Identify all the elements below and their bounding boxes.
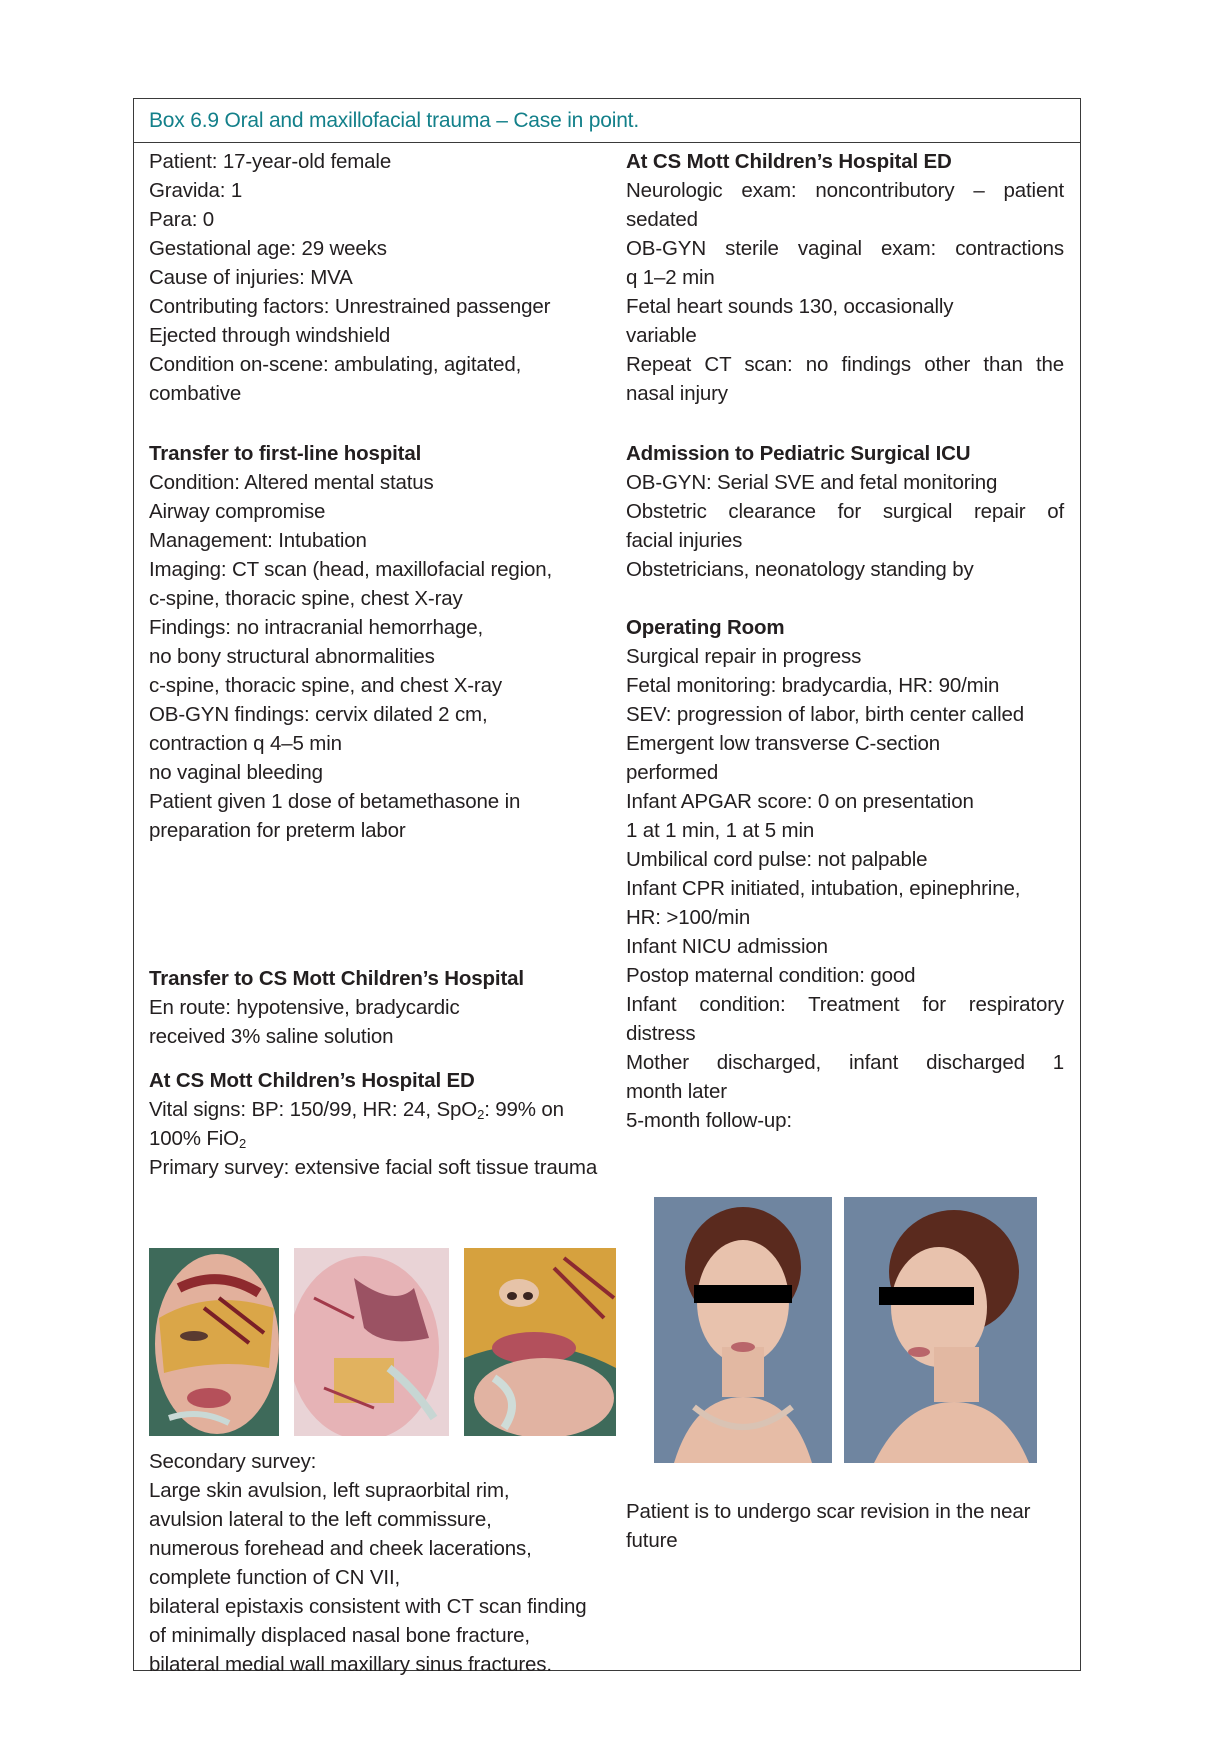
intro-line: Condition on-scene: ambulating, agitated,: [149, 353, 522, 376]
section-line: HR: >100/min: [626, 906, 751, 929]
icu-section: [626, 439, 1064, 584]
follow-up-photo-front: [654, 1197, 832, 1463]
caption-line: Patient is to undergo scar revision in the near: [626, 1500, 1031, 1523]
subscript: 2: [477, 1107, 485, 1122]
section-line: no vaginal bleeding: [149, 761, 323, 784]
caption-line: future: [626, 1529, 678, 1552]
section-line: 5-month follow-up:: [626, 1109, 792, 1132]
patient-intro: [149, 147, 550, 408]
section-line: contraction q 4–5 min: [149, 732, 342, 755]
section-line: no bony structural abnormalities: [149, 645, 435, 668]
section-line: performed: [626, 761, 719, 784]
section-line: Airway compromise: [149, 500, 326, 523]
operating-room-section: [626, 613, 1064, 1135]
section-line: Fetal heart sounds 130, occasionally: [626, 295, 954, 318]
section-line: Surgical repair in progress: [626, 645, 862, 668]
intro-line: Gestational age: 29 weeks: [149, 237, 387, 260]
intro-line: Patient: 17-year-old female: [149, 150, 392, 173]
section-line: OB-GYN findings: cervix dilated 2 cm,: [149, 703, 488, 726]
fio2-line: [149, 1124, 597, 1153]
section-line: bilateral medial wall maxillary sinus fractures.: [149, 1653, 552, 1676]
section-line: c-spine, thoracic spine, chest X-ray: [149, 587, 463, 610]
intro-line: Cause of injuries: MVA: [149, 266, 353, 289]
transfer-mott-section: [149, 964, 524, 1051]
section-line: Neurologic exam: noncontributory – patient: [626, 179, 1064, 202]
section-line: Large skin avulsion, left supraorbital rim,: [149, 1479, 510, 1502]
section-line: Imaging: CT scan (head, maxillofacial region,: [149, 558, 553, 581]
section-line: bilateral epistaxis consistent with CT scan finding: [149, 1595, 587, 1618]
section-line: En route: hypotensive, bradycardic: [149, 996, 460, 1019]
ed-exam-section: [626, 147, 1064, 408]
section-line: sedated: [626, 208, 698, 231]
section-line: nasal injury: [626, 382, 728, 405]
section-heading: Admission to Pediatric Surgical ICU: [626, 442, 971, 465]
case-box: [133, 98, 1081, 1676]
section-line: Emergent low transverse C-section: [626, 732, 941, 755]
section-line: Patient given 1 dose of betamethasone in: [149, 790, 521, 813]
intro-line: Ejected through windshield: [149, 324, 391, 347]
intro-line: combative: [149, 382, 242, 405]
section-line: Infant APGAR score: 0 on presentation: [626, 790, 974, 813]
follow-up-photo-profile: [844, 1197, 1037, 1463]
section-line: 1 at 1 min, 1 at 5 min: [626, 819, 815, 842]
section-line: variable: [626, 324, 697, 347]
section-line: q 1–2 min: [626, 266, 715, 289]
section-heading: At CS Mott Children’s Hospital ED: [626, 150, 952, 173]
section-line: Secondary survey:: [149, 1450, 317, 1473]
section-line: received 3% saline solution: [149, 1025, 394, 1048]
primary-survey-line: Primary survey: extensive facial soft tissue trauma: [149, 1156, 598, 1179]
intro-line: Contributing factors: Unrestrained passenger: [149, 295, 551, 318]
section-heading: At CS Mott Children’s Hospital ED: [149, 1069, 475, 1092]
transfer-first-line-section: [149, 439, 552, 845]
section-line: Repeat CT scan: no findings other than the: [626, 353, 1064, 376]
photo-caption: [626, 1497, 1064, 1555]
section-line: Umbilical cord pulse: not palpable: [626, 848, 928, 871]
section-line: of minimally displaced nasal bone fracture,: [149, 1624, 530, 1647]
section-line: preparation for preterm labor: [149, 819, 406, 842]
section-line: Mother discharged, infant discharged 1: [626, 1051, 1064, 1074]
subscript: 2: [238, 1136, 247, 1151]
section-line: month later: [626, 1080, 727, 1103]
vital-signs-text: Vital signs: BP: 150/99, HR: 24, SpO: [149, 1098, 478, 1121]
injury-photo-2: [294, 1248, 449, 1436]
section-line: c-spine, thoracic spine, and chest X-ray: [149, 674, 502, 697]
injury-photo-3: [464, 1248, 616, 1436]
section-line: distress: [626, 1022, 696, 1045]
section-line: Infant CPR initiated, intubation, epinephrine,: [626, 877, 1021, 900]
secondary-survey-section: [149, 1447, 587, 1679]
intro-line: Gravida: 1: [149, 179, 243, 202]
section-line: Findings: no intracranial hemorrhage,: [149, 616, 484, 639]
section-line: facial injuries: [626, 529, 743, 552]
vital-signs-text: : 99% on: [484, 1098, 564, 1121]
section-line: SEV: progression of labor, birth center called: [626, 703, 1025, 726]
section-line: Infant NICU admission: [626, 935, 828, 958]
section-line: numerous forehead and cheek lacerations,: [149, 1537, 532, 1560]
section-line: Postop maternal condition: good: [626, 964, 916, 987]
section-line: Obstetricians, neonatology standing by: [626, 558, 974, 581]
injury-photo-1: [149, 1248, 279, 1436]
section-line: Fetal monitoring: bradycardia, HR: 90/min: [626, 674, 1000, 697]
box-title: Box 6.9 Oral and maxillofacial trauma – Case in point.: [149, 108, 639, 132]
box-header: [134, 99, 1080, 143]
section-heading: Transfer to first-line hospital: [149, 442, 422, 465]
ed-vitals-section: [149, 1066, 597, 1182]
section-heading: Transfer to CS Mott Children’s Hospital: [149, 967, 524, 990]
section-line: avulsion lateral to the left commissure,: [149, 1508, 492, 1531]
section-heading: Operating Room: [626, 616, 785, 639]
section-line: Infant condition: Treatment for respiratory: [626, 993, 1064, 1016]
vital-signs-line: [149, 1095, 597, 1124]
intro-line: Para: 0: [149, 208, 215, 231]
section-line: Condition: Altered mental status: [149, 471, 434, 494]
fio2-text: 100% FiO: [149, 1127, 239, 1150]
section-line: Obstetric clearance for surgical repair of: [626, 500, 1064, 523]
section-line: Management: Intubation: [149, 529, 367, 552]
section-line: complete function of CN VII,: [149, 1566, 401, 1589]
section-line: OB-GYN: Serial SVE and fetal monitoring: [626, 471, 998, 494]
section-line: OB-GYN sterile vaginal exam: contractions: [626, 237, 1064, 260]
